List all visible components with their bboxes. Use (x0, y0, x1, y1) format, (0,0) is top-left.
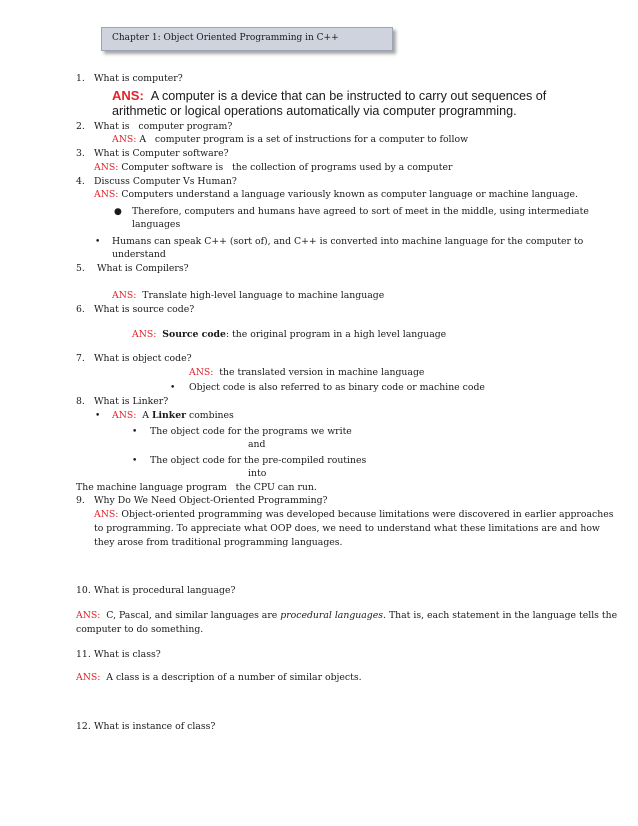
q8-and: and (248, 439, 266, 450)
bullet-icon: • (95, 237, 101, 247)
q9-answer-line2: to programming. To appreciate what OOP does, we need to understand what these limitations are and how (94, 523, 600, 534)
q5-ans-text: Translate high-level language to machine language (142, 290, 385, 301)
q7-number: 7. (76, 353, 85, 364)
q7-question: What is object code? (94, 353, 192, 364)
q1-answer-line2: arithmetic or logical operations automatically via computer programming. (112, 104, 517, 118)
q2-number: 2. (76, 121, 85, 132)
q1-ans-label: ANS: (112, 88, 144, 103)
q8-number: 8. (76, 396, 85, 407)
q1-ans-text: A computer is a device that can be instructed to carry out sequences of (150, 89, 547, 103)
q8-answer (112, 410, 234, 422)
q1-number: 1. (76, 73, 85, 84)
q10-question: What is procedural language? (94, 585, 236, 596)
q8-into: into (248, 468, 267, 479)
q6-ans-text: : the original program in a high level language (225, 329, 447, 340)
q9-answer-line1 (94, 509, 613, 521)
q7-bullet: Object code is also referred to as binary code or machine code (189, 382, 485, 393)
q11-answer (76, 672, 362, 684)
bullet-icon: • (132, 456, 138, 466)
q4-bullet2-line2: understand (112, 249, 166, 260)
q4-bullet2-line1: Humans can speak C++ (sort of), and C++ is converted into machine language for the computer to (112, 236, 584, 247)
q10-ans-label: ANS: (76, 610, 101, 621)
q12-number: 12. (76, 721, 91, 732)
bullet-icon: • (132, 427, 138, 437)
q8-ans-term: Linker (151, 410, 187, 421)
q3-question: What is Computer software? (94, 148, 229, 159)
q11-ans-label: ANS: (76, 672, 101, 683)
q9-ans-text: Object-oriented programming was developed because limitations were discovered in earlier approaches (121, 509, 614, 520)
q5-answer (112, 290, 384, 302)
q5-question: What is Compilers? (97, 263, 189, 274)
q4-ans-text: Computers understand a language variously known as computer language or machine language. (121, 189, 578, 200)
q11-number: 11. (76, 649, 91, 660)
chapter-title: Chapter 1: Object Oriented Programming in C++ (112, 33, 339, 43)
q8-bullet1: The object code for the programs we write (150, 426, 352, 437)
q3-ans-label: ANS: (94, 162, 119, 173)
q5-number: 5. (76, 263, 85, 274)
q9-answer-line3: they arose from traditional programming languages. (94, 537, 343, 548)
q10-ans-term: procedural languages (280, 610, 384, 621)
q6-question: What is source code? (94, 304, 195, 315)
q9-ans-label: ANS: (94, 509, 119, 520)
q1-answer-line1 (112, 88, 546, 104)
q4-bullet1-line1: Therefore, computers and humans have agreed to sort of meet in the middle, using intermediate (132, 206, 589, 217)
q6-answer (132, 329, 446, 341)
q6-ans-term: Source code (162, 329, 226, 340)
q8-ans-pre: A (142, 410, 152, 421)
q6-ans-label: ANS: (132, 329, 157, 340)
q8-ans-post: combines (186, 410, 234, 421)
q2-ans-text: A computer program is a set of instructions for a computer to follow (139, 134, 469, 145)
q8-bullet2: The object code for the pre-compiled routines (150, 455, 367, 466)
q10-number: 10. (76, 585, 91, 596)
q12-question: What is instance of class? (94, 721, 216, 732)
q3-answer (94, 162, 452, 174)
q1-question: What is computer? (94, 73, 183, 84)
q4-answer (94, 189, 578, 201)
q8-ans-label: ANS: (112, 410, 137, 421)
q11-question: What is class? (94, 649, 161, 660)
q10-ans-post: . That is, each statement in the language tells the (383, 610, 618, 621)
q9-number: 9. (76, 495, 85, 506)
q4-bullet1-line2: languages (132, 219, 181, 230)
q2-ans-label: ANS: (112, 134, 137, 145)
q2-question: What is computer program? (94, 121, 233, 132)
q10-answer-line1 (76, 610, 617, 622)
q7-ans-text: the translated version in machine language (219, 367, 425, 378)
q3-ans-text: Computer software is the collection of programs used by a computer (121, 162, 453, 173)
q10-ans-pre: C, Pascal, and similar languages are (106, 610, 281, 621)
q4-question: Discuss Computer Vs Human? (94, 176, 237, 187)
q3-number: 3. (76, 148, 85, 159)
bullet-icon: • (95, 411, 101, 421)
q7-ans-label: ANS: (189, 367, 214, 378)
q7-answer (189, 367, 424, 379)
bullet-icon: • (170, 383, 176, 393)
chapter-header-box (101, 27, 393, 51)
q6-number: 6. (76, 304, 85, 315)
q8-question: What is Linker? (94, 396, 169, 407)
q5-ans-label: ANS: (112, 290, 137, 301)
q4-ans-label: ANS: (94, 189, 119, 200)
q10-answer-line2: computer to do something. (76, 624, 204, 635)
q11-ans-text: A class is a description of a number of similar objects. (106, 672, 362, 683)
q8-result: The machine language program the CPU can run. (76, 482, 317, 493)
q4-number: 4. (76, 176, 85, 187)
q2-answer (112, 134, 468, 146)
bullet-icon: ● (114, 207, 122, 217)
q9-question: Why Do We Need Object-Oriented Programming? (94, 495, 328, 506)
